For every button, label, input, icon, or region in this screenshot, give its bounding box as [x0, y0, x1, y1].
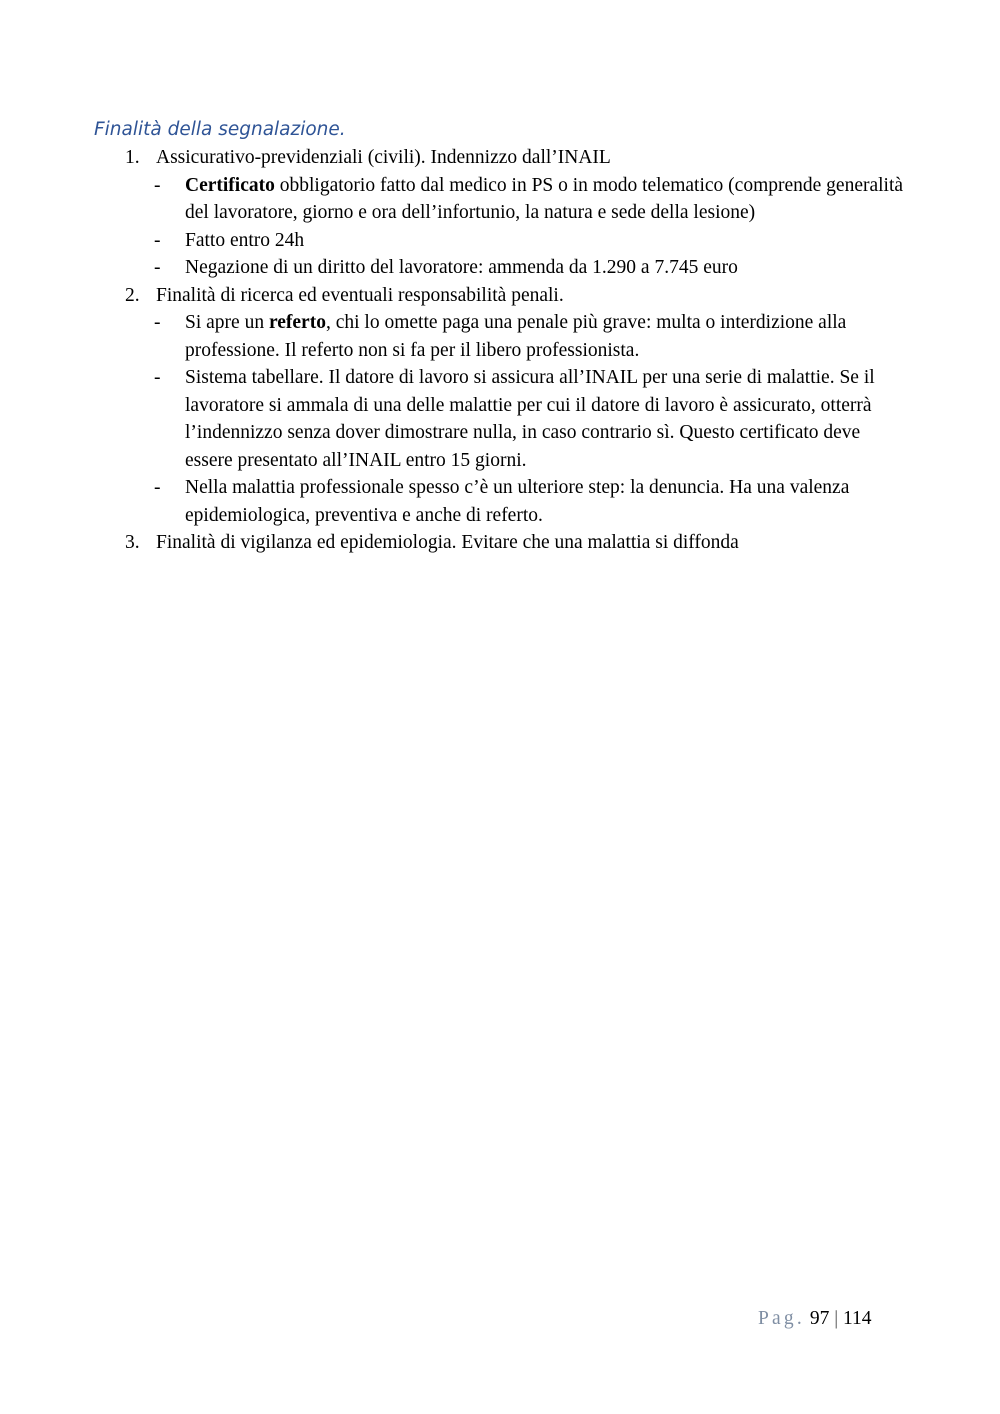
sub-item-24h [0, 227, 905, 255]
list-item-text: Finalità di vigilanza ed epidemiologia. Evitare che una malattia si diffonda [156, 532, 739, 553]
list-item-text: Assicurativo-previdenziali (civili). Indennizzo dall’INAIL [156, 147, 611, 168]
sub-item-certificato [0, 172, 905, 227]
list-item-3 [0, 529, 916, 557]
dash-bullet: - [154, 477, 161, 498]
page-number: 97 [809, 1308, 830, 1329]
dash-bullet: - [154, 367, 161, 388]
sub-item-text: , chi lo omette paga una penale più grave: multa o interdizione alla professione. Il referto non si fa per il libero professionista. [185, 312, 847, 361]
dash-bullet: - [154, 174, 161, 196]
list-item-text: Finalità di ricerca ed eventuali responsabilità penali. [156, 284, 564, 306]
bold-term: referto [268, 312, 326, 333]
sub-item-denuncia [0, 474, 905, 529]
sub-item-sistema-tabellare [0, 364, 910, 474]
list-number: 3. [125, 532, 140, 553]
document-body [0, 144, 1000, 557]
dash-bullet: - [154, 312, 161, 333]
sub-item-text: Fatto entro 24h [185, 229, 305, 251]
list-item-1 [0, 144, 916, 172]
page-label: Pag. [758, 1308, 805, 1329]
page-footer [758, 1306, 872, 1332]
sub-item-text: Negazione di un diritto del lavoratore: ammenda da 1.290 a 7.745 euro [185, 257, 738, 278]
sub-item-text: Sistema tabellare. Il datore di lavoro si assicura all’INAIL per una serie di malattie. Se il lavoratore si ammala di una delle malattie per cui il datore di lavoro è assicurato, otterrà l’indennizzo senza dover dimostrare nulla, in caso contrario sì. Questo certificato deve essere presentato all’INAIL entro 15 giorni. [185, 367, 875, 471]
sub-item-text-before: Si apre un [185, 312, 269, 333]
sub-item-text: obbligatorio fatto dal medico in PS o in modo telematico (comprende generalità del lavoratore, giorno e ora dell’infortunio, la natura e sede della lesione) [185, 174, 904, 223]
sub-item-text: Nella malattia professionale spesso c’è un ulteriore step: la denuncia. Ha una valenza epidemiologica, preventiva e anche di referto. [185, 477, 850, 526]
list-number: 1. [125, 147, 140, 168]
section-heading: Finalità della segnalazione. [94, 119, 346, 140]
page-separator: | [834, 1308, 839, 1329]
bold-term: Certificato [185, 174, 275, 196]
dash-bullet: - [154, 229, 161, 251]
list-item-2 [0, 282, 916, 310]
page-total: 114 [842, 1308, 872, 1329]
list-number: 2. [125, 284, 140, 306]
sub-item-referto [0, 309, 905, 364]
dash-bullet: - [154, 257, 161, 278]
sub-item-ammenda [0, 254, 905, 282]
